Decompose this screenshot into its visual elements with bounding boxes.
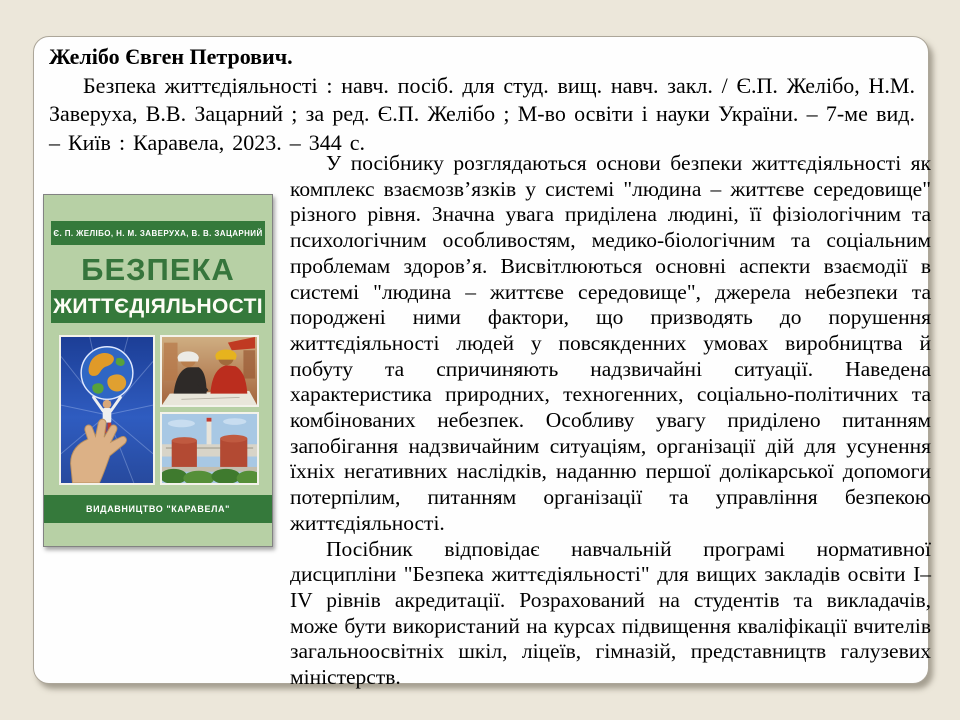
book-cover-photos — [59, 335, 259, 485]
book-title-line1: БЕЗПЕКА — [81, 252, 235, 287]
bibliography-block — [49, 43, 915, 157]
bibliography-author-heading: Желібо Євген Петрович. — [49, 44, 293, 69]
book-cover — [43, 194, 273, 547]
globe-in-hand-photo — [59, 335, 155, 485]
content-card — [33, 36, 931, 690]
annotation-paragraph-2: Посібник відповідає навчальній програмі нормативної дисципліни "Безпека життєдіяльності" для вищих закладів освіти I–IV рівнів акредитації. Розрахований на студентів та викладачів, може бути використаний на курсах підвищення кваліфікації вчителів загальноосвітніх шкіл, ліцеїв, гімназій, представництв галузевих міністерств. — [290, 536, 931, 690]
bibliography-citation: Безпека життєдіяльності : навч. посіб. для студ. вищ. навч. закл. / Є.П. Желібо, Н.М. Заверуха, В.В. Зацарний ; за ред. Є.П. Желібо ; М-во освіти і науки України. – 7-ме вид. – Київ : Каравела, 2023. – 344 с. — [49, 72, 915, 155]
construction-workers-illustration — [162, 337, 257, 405]
annotation-paragraph-1: У посібнику розглядаються основи безпеки життєдіяльності як комплекс взаємозв’язків у системі "людина – життєве середовище" різного рівня. Значна увага приділена людині, її фізіологічним та психологічним особливостям, медико-біологічним та соціальним проблемам здоров’я. Висвітлюються основні аспекти взаємодії в системі "людина – життєве середовище", джерела небезпеки та породжені ними фактори, що призводять до порушення життєдіяльності людей у повсякденних умовах виробництва й побуту та спричиняють надзвичайні ситуації. Наведена характеристика природних, техногенних, соціально-політичних та комбінованих небезпек. Особливу увагу приділено питанням запобігання надзвичайним ситуаціям, організації дій для усунення їхніх негативних наслідків, наданню першої долікарської допомоги потерпілим, питанням організації та управління безпекою життєдіяльності. — [290, 151, 931, 535]
nuclear-power-plant-illustration — [162, 414, 257, 483]
book-cover-publisher: ВИДАВНИЦТВО "КАРАВЕЛА" — [44, 495, 272, 523]
book-cover-authors: Є. П. ЖЕЛІБО, Н. М. ЗАВЕРУХА, В. В. ЗАЦАРНИЙ — [51, 221, 265, 245]
globe-in-hand-illustration — [61, 337, 153, 483]
book-title-line2: ЖИТТЄДІЯЛЬНОСТІ — [51, 290, 265, 323]
nuclear-power-plant-photo — [160, 412, 259, 485]
annotation-block — [290, 151, 931, 691]
construction-workers-photo — [160, 335, 259, 407]
